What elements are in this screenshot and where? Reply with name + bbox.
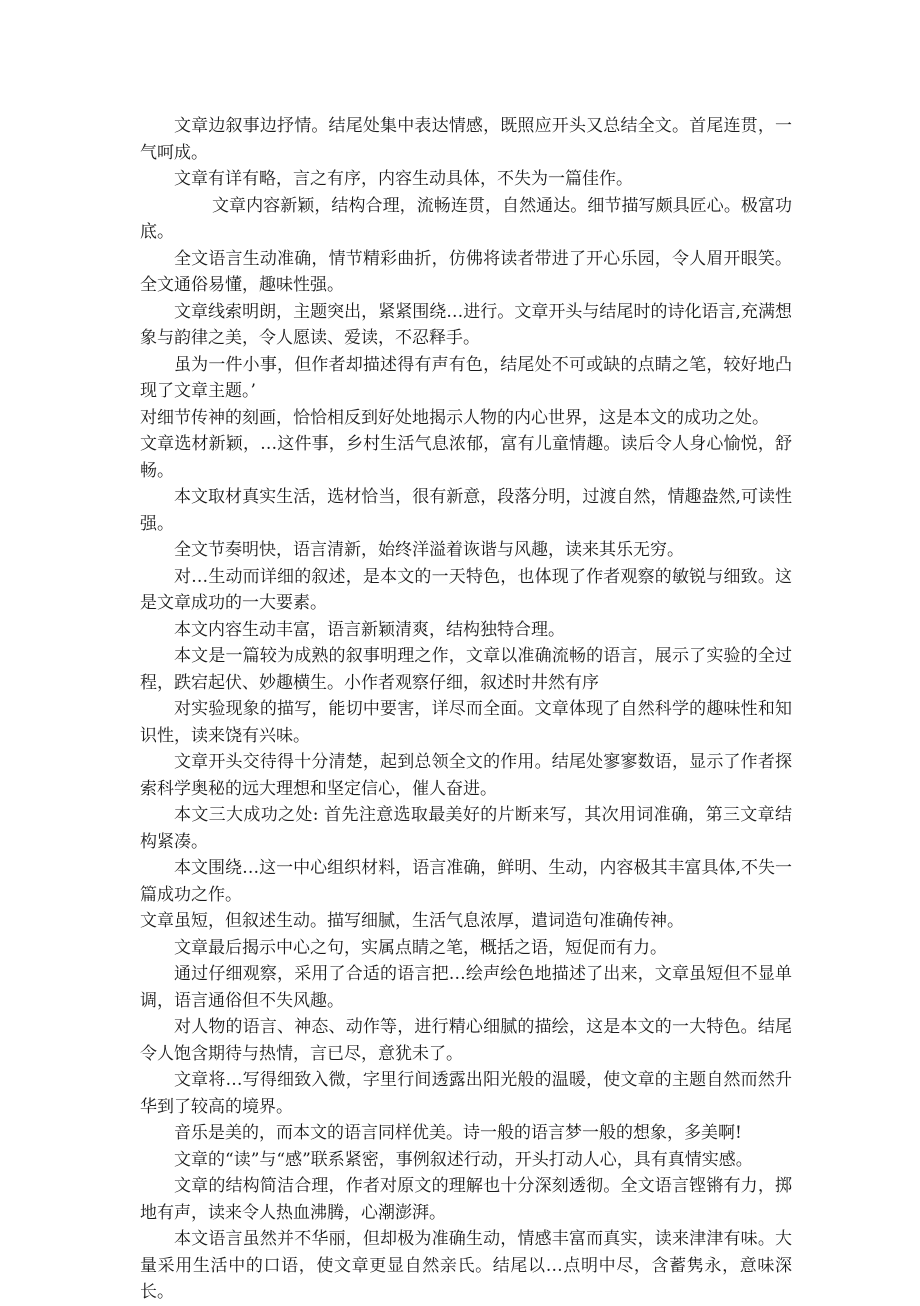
comment-paragraph: 本文围绕…这一中心组织材料，语言准确，鲜明、生动，内容极其丰富具体,不失一篇成功之作。	[140, 858, 792, 905]
comment-paragraph: 全文语言生动准确，情节精彩曲折，仿佛将读者带进了开心乐园，令人眉开眼笑。全文通俗易懂，趣味性强。	[140, 248, 792, 295]
comment-paragraph: 文章最后揭示中心之句，实属点睛之笔，概括之语，短促而有力。	[174, 937, 667, 958]
comment-paragraph: 本文三大成功之处: 首先注意选取最美好的片断来写，其次用词准确，第三文章结构紧凑。	[140, 805, 792, 852]
comment-paragraph: 本文取材真实生活，选材恰当，很有新意，段落分明，过渡自然，情趣盎然,可读性强。	[140, 487, 792, 534]
comment-paragraph: 虽为一件小事，但作者却描述得有声有色，结尾处不可或缺的点睛之笔，较好地凸现了文章主题。’	[140, 354, 792, 401]
comment-paragraph: 对人物的语言、神态、动作等，进行精心细腻的描绘，这是本文的一大特色。结尾令人饱含期待与热情，言已尽，意犹未了。	[140, 1017, 792, 1064]
comment-paragraph: 对实验现象的描写，能切中要害，详尽而全面。文章体现了自然科学的趣味性和知识性，读来饶有兴味。	[140, 699, 792, 746]
comment-paragraph: 文章的结构简洁合理，作者对原文的理解也十分深刻透彻。全文语言铿锵有力，掷地有声，读来令人热血沸腾，心潮澎湃。	[140, 1176, 792, 1223]
comment-paragraph: 对细节传神的刻画，恰恰相反到好处地揭示人物的内心世界，这是本文的成功之处。	[140, 407, 769, 428]
comment-paragraph: 本文是一篇较为成熟的叙事明理之作，文章以准确流畅的语言，展示了实验的全过程，跌宕起伏、妙趣横生。小作者观察仔细，叙述时井然有序	[140, 646, 792, 693]
comment-paragraph: 文章有详有略，言之有序，内容生动具体，不失为一篇佳作。	[174, 169, 633, 189]
comment-paragraph: 全文节奏明快，语言清新，始终洋溢着诙谐与风趣，读来其乐无穷。	[174, 540, 684, 560]
comment-paragraph: 文章将…写得细致入微，字里行间透露出阳光般的温暖，使文章的主题自然而然升华到了较高的境界。	[140, 1070, 792, 1117]
comment-paragraph: 文章内容新颖，结构合理，流畅连贯，自然通达。细节描写颇具匠心。极富功底。	[140, 195, 792, 242]
comment-paragraph: 文章线索明朗，主题突出，紧紧围绕…进行。文章开头与结尾时的诗化语言,充满想象与韵律之美，令人愿读、爱读，不忍释手。	[140, 301, 792, 348]
comment-paragraph: 本文语言虽然并不华丽，但却极为准确生动，情感丰富而真实，读来津津有味。大量采用生活中的口语，使文章更显自然亲氏。结尾以…点明中尽，含蓄隽永，意味深长。	[140, 1229, 792, 1302]
comment-paragraph: 文章虽短，但叙述生动。描写细腻，生活气息浓厚，遣词造句准确传神。	[140, 911, 684, 931]
comment-paragraph: 对…生动而详细的叙述，是本文的一天特色，也体现了作者观察的敏锐与细致。这是文章成功的一大要素。	[140, 566, 792, 613]
document-body	[140, 113, 792, 1306]
comment-paragraph: 文章开头交待得十分清楚，起到总领全文的作用。结尾处寥寥数语，显示了作者探索科学奥秘的远大理想和坚定信心，催人奋进。	[140, 752, 792, 799]
comment-paragraph: 音乐是美的，而本文的语言同样优美。诗一般的语言梦一般的想象，多美啊!	[174, 1123, 742, 1143]
comment-paragraph: 文章选材新颖，…这件事，乡村生活气息浓郁，富有儿童情趣。读后令人身心愉悦，舒畅。	[140, 434, 792, 481]
comment-paragraph: 文章的“读”与“感”联系紧密，事例叙述行动，开头打动人心，具有真情实感。	[174, 1149, 753, 1170]
comment-paragraph: 文章边叙事边抒情。结尾处集中表达情感，既照应开头又总结全文。首尾连贯，一气呵成。	[140, 116, 792, 163]
comment-paragraph: 通过仔细观察，采用了合适的语言把…绘声绘色地描述了出来，文章虽短但不显单调，语言通俗但不失风趣。	[140, 964, 792, 1011]
comment-paragraph: 本文内容生动丰富，语言新颖清爽，结构独特合理。	[174, 619, 565, 640]
